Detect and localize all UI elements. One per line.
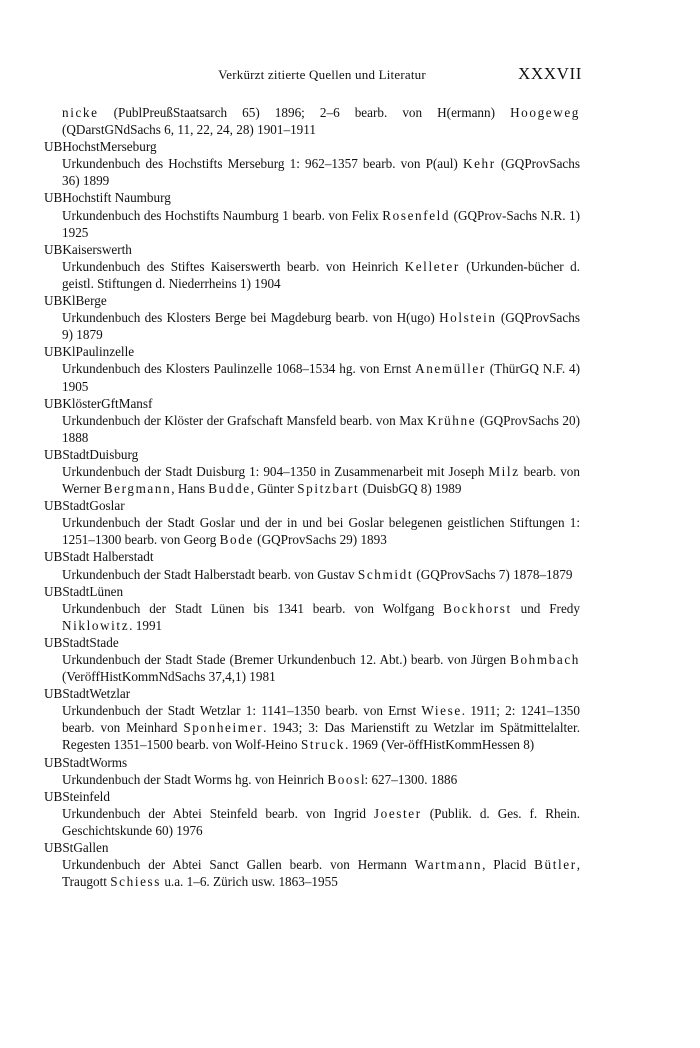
author-name: Niklowitz (62, 617, 130, 633)
entry-abbreviation: UBStadtGoslar (44, 498, 125, 514)
bibliography-entry (44, 138, 580, 189)
bibliography-entry (44, 189, 580, 240)
entry-text: Urkundenbuch des Klosters Paulinzelle 1068–1534 hg. von Ernst (62, 361, 416, 377)
entry-text: l: 627–1300. 1886 (360, 771, 458, 787)
author-name: Bohmbach (510, 652, 580, 667)
entry-text: (GQProvSachs 9) 1879 (62, 310, 580, 343)
author-name: Bode (219, 532, 254, 548)
entry-abbreviation: UBStadtWetzlar (44, 686, 131, 702)
entry-abbreviation: UBStadtWorms (44, 754, 128, 770)
entry-abbreviation: UBStadtLünen (44, 583, 124, 599)
entry-description (44, 360, 580, 394)
bibliography-list (44, 104, 580, 890)
running-head-title: Verkürzt zitierte Quellen und Literatur (218, 67, 426, 82)
entry-abbreviation: UBStadtStade (44, 634, 119, 650)
entry-text: , Traugott (62, 857, 580, 890)
entry-text: . 1969 (Ver-öffHistKommHessen 8) (344, 737, 535, 753)
entry-text: Urkundenbuch der Stadt Wetzlar 1: 1141–1350 bearb. von Ernst (62, 703, 422, 719)
bibliography-entry (44, 548, 580, 582)
entry-text: Urkundenbuch der Abtei Sanct Gallen bearb. von Hermann (62, 857, 415, 873)
entry-text: (QDarstGNdSachs 6, 11, 22, 24, 28) 1901–1911 (62, 122, 316, 138)
author-name: Boos (327, 771, 361, 787)
entry-text: Urkundenbuch der Stadt Halberstadt bearb. von Gustav (62, 566, 358, 582)
entry-text: (Publik. d. Ges. f. Rhein. Geschichtskunde 60) 1976 (62, 805, 580, 838)
bibliography-entry (44, 634, 580, 685)
entry-description (44, 702, 580, 753)
bibliography-entry (44, 754, 580, 788)
author-name: Joester (373, 805, 422, 821)
author-name: Kehr (462, 156, 496, 172)
entry-description (44, 258, 580, 292)
running-head (62, 64, 582, 86)
author-name: Bergmann (103, 481, 172, 497)
entry-abbreviation: UBKlPaulinzelle (44, 344, 135, 360)
bibliography-entry (44, 583, 580, 634)
entry-text: und Fredy (511, 600, 580, 616)
author-name: Schmidt (357, 566, 414, 582)
entry-text: Urkundenbuch der Stadt Worms hg. von Heinrich (62, 771, 328, 787)
entry-text: (ThürGQ N.F. 4) 1905 (62, 361, 580, 394)
entry-description (44, 856, 580, 890)
entry-abbreviation: UBKlBerge (44, 293, 107, 309)
entry-description (44, 412, 580, 446)
entry-text: (DuisbGQ 8) 1989 (359, 481, 462, 497)
bibliography-entry (44, 241, 580, 292)
author-name: Wiese (421, 703, 462, 719)
bibliography-entry (44, 446, 580, 497)
author-name: Kelleter (404, 258, 460, 274)
entry-description (44, 651, 580, 685)
entry-text: Urkundenbuch der Stadt Stade (Bremer Urkundenbuch 12. Abt.) bearb. von Jürgen (62, 652, 511, 667)
entry-text: Urkundenbuch der Stadt Goslar und der in und bei Goslar belegenen geistlichen Stiftungen 1: 1251–1300 bearb. von Georg (62, 515, 580, 548)
entry-text: Urkundenbuch der Stadt Duisburg 1: 904–1350 in Zusammenarbeit mit Joseph (62, 463, 489, 479)
entry-description (44, 155, 580, 189)
entry-text: , Hans (171, 481, 209, 497)
author-name: Bütler (534, 857, 577, 873)
bibliography-entry (44, 839, 580, 890)
author-name: Anemüller (415, 361, 486, 377)
author-name: Spitzbart (297, 481, 360, 497)
entry-abbreviation: UBKlösterGftMansf (44, 395, 153, 411)
entry-text: Urkundenbuch des Hochstifts Merseburg 1: 962–1357 bearb. von P(aul) (62, 156, 463, 172)
entry-description (44, 104, 580, 138)
author-name: Milz (488, 463, 520, 479)
bibliography-entry (44, 104, 580, 138)
author-name: nicke (62, 105, 99, 120)
author-name: Rosenfeld (382, 207, 451, 223)
bibliography-entry (44, 343, 580, 394)
bibliography-entry (44, 788, 580, 839)
entry-abbreviation: UBStadt Halberstadt (44, 549, 154, 565)
entry-text: (GQProvSachs 20) 1888 (62, 412, 580, 445)
entry-text: , Günter (250, 481, 298, 497)
author-name: Schiess (110, 874, 162, 890)
entry-text: (GQProv-Sachs N.R. 1) 1925 (62, 207, 580, 240)
author-name: Struck (300, 737, 345, 753)
entry-text: u.a. 1–6. Zürich usw. 1863–1955 (161, 874, 338, 890)
entry-text: Urkundenbuch der Klöster der Grafschaft Mansfeld bearb. von Max (62, 412, 427, 428)
entry-text: . 1943; 3: Das Marienstift zu Wetzlar im Spätmittelalter. Regesten 1351–1500 bearb. von Wolf-Heino (62, 720, 580, 753)
entry-abbreviation: UBStGallen (44, 840, 109, 856)
entry-text: bearb. von Werner (62, 463, 580, 497)
author-name: Krühne (427, 412, 477, 428)
bibliography-entry (44, 497, 580, 548)
entry-description (44, 207, 580, 241)
entry-description (44, 309, 580, 343)
entry-description (44, 566, 580, 583)
entry-text: Urkundenbuch des Stiftes Kaiserswerth bearb. von Heinrich (62, 258, 405, 274)
bibliography-entry (44, 395, 580, 446)
entry-abbreviation: UBStadtDuisburg (44, 446, 139, 462)
entry-text: (Urkunden-bücher d. geistl. Stiftungen d. Niederrheins 1) 1904 (62, 258, 581, 291)
entry-abbreviation: UBKaiserswerth (44, 241, 132, 257)
bibliography-entry (44, 685, 580, 753)
entry-text: . 1911; 2: 1241–1350 bearb. von Meinhard (62, 703, 580, 736)
entry-description (44, 805, 580, 839)
entry-description (44, 514, 580, 548)
entry-text: (PublPreußStaatsarch 65) 1896; 2–6 bearb. von H(ermann) (98, 105, 511, 120)
entry-text: (GQProvSachs 29) 1893 (253, 532, 387, 548)
entry-text: (VeröffHistKommNdSachs 37,4,1) 1981 (62, 669, 276, 685)
entry-text: , Placid (482, 857, 535, 873)
entry-text: (GQProvSachs 7) 1878–1879 (413, 566, 573, 582)
entry-description (44, 600, 580, 634)
entry-abbreviation: UBSteinfeld (44, 788, 110, 804)
entry-text: (GQProvSachs 36) 1899 (62, 156, 580, 189)
author-name: Sponheimer (183, 720, 264, 736)
page-number: XXXVII (517, 64, 582, 83)
entry-description (44, 771, 580, 788)
entry-text: . 1991 (129, 617, 163, 633)
entry-text: Urkundenbuch der Abtei Steinfeld bearb. von Ingrid (62, 805, 374, 821)
entry-text: Urkundenbuch des Klosters Berge bei Magdeburg bearb. von H(ugo) (62, 310, 440, 326)
author-name: Wartmann (414, 857, 483, 873)
entry-abbreviation: UBHochstMerseburg (44, 139, 157, 155)
entry-text: Urkundenbuch der Stadt Lünen bis 1341 bearb. von Wolfgang (62, 600, 444, 616)
author-name: Hoogeweg (510, 105, 580, 120)
entry-text: Urkundenbuch des Hochstifts Naumburg 1 bearb. von Felix (62, 207, 383, 223)
bibliography-entry (44, 292, 580, 343)
author-name: Bockhorst (443, 600, 512, 616)
entry-description (44, 463, 580, 497)
author-name: Budde (208, 481, 251, 497)
entry-abbreviation: UBHochstift Naumburg (44, 190, 171, 206)
author-name: Holstein (439, 310, 497, 326)
